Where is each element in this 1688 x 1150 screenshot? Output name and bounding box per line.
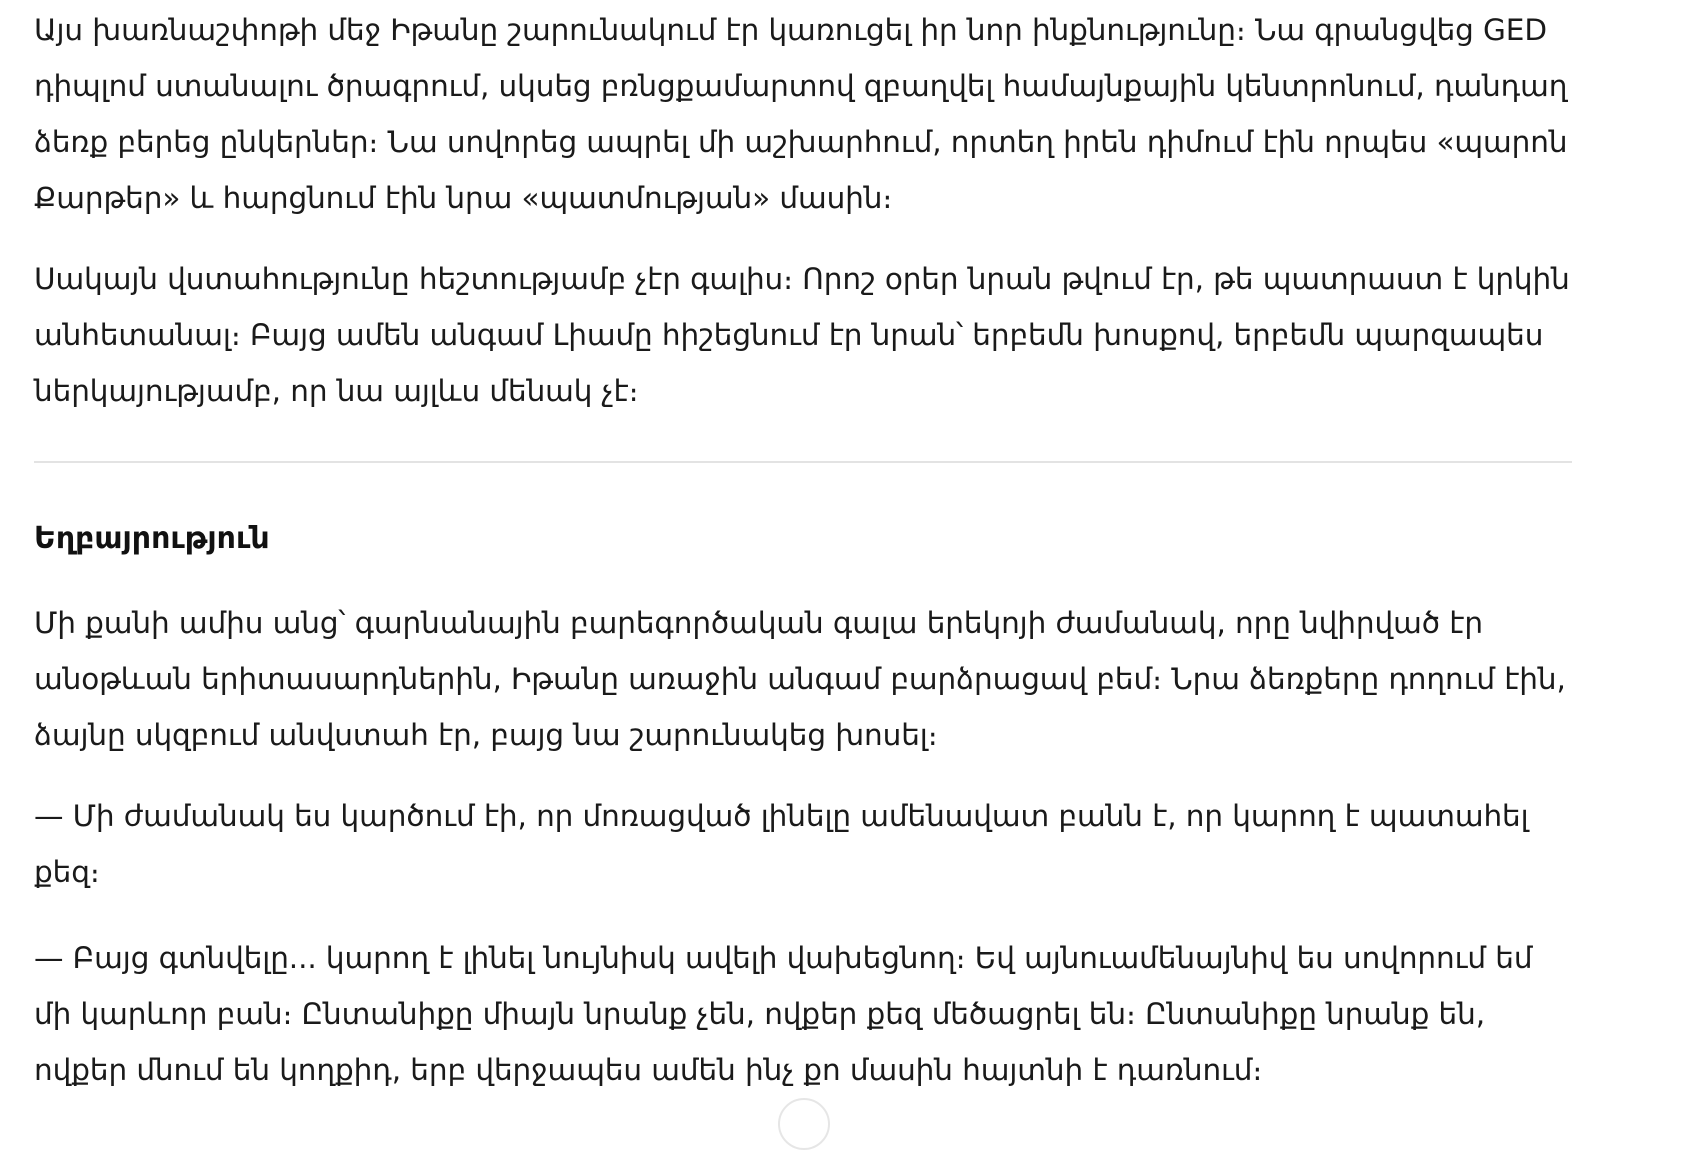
paragraph-trust: Սակայն վստահությունը հեշտությամբ չէր գալիս։ Որոշ օրեր նրան թվում էր, թե պատրաստ է կրկին անհետանալ։ Բայց ամեն անգամ Լիամը հիշեցնում էր նրան՝ երբեմն խոսքով, երբեմն պարզապես ներկայությամբ, որ նա այլևս մենակ չէ։ xyxy=(34,262,1570,408)
section-heading: Եղբայրություն xyxy=(34,521,270,556)
paragraph-gala: Մի քանի ամիս անց՝ գարնանային բարեգործական գալա երեկոյի ժամանակ, որը նվիրված էր անօթևան երիտասարդներին, Իթանը առաջին անգամ բարձրացավ բեմ։ Նրա ձեռքերը դողում էին, ձայնը սկզբում անվստահ էր, բայց նա շարունակեց խոսել։ xyxy=(34,606,1566,752)
paragraph-quote-1: — Մի ժամանակ ես կարծում էի, որ մոռացված լինելը ամենավատ բանն է, որ կարող է պատահել քեզ։ xyxy=(34,799,1529,889)
paragraph-quote-2: — Բայց գտնվելը... կարող է լինել նույնիսկ ավելի վախեցնող։ Եվ այնուամենայնիվ ես սովորում եմ մի կարևոր բան։ Ընտանիքը միայն նրանք չեն, ովքեր քեզ մեծացրել են։ Ընտանիքը նրանք են, ովքեր մնում են կողքիդ, երբ վերջապես ամեն ինչ քո մասին հայտնի է դառնում։ xyxy=(34,941,1533,1087)
paragraph-identity: Այս խառնաշփոթի մեջ Իթանը շարունակում էր կառուցել իր նոր ինքնությունը։ Նա գրանցվեց GED դիպլոմ ստանալու ծրագրում, սկսեց բռնցքամարտով զբաղվել համայնքային կենտրոնում, դանդաղ ձեռք բերեց ընկերներ։ Նա սովորեց ապրել մի աշխարհում, որտեղ իրեն դիմում էին որպես «պարոն Քարթեր» և հարցնում էին նրա «պատմության» մասին։ xyxy=(34,13,1568,215)
section-divider xyxy=(34,461,1572,463)
article-body xyxy=(34,2,1572,1098)
